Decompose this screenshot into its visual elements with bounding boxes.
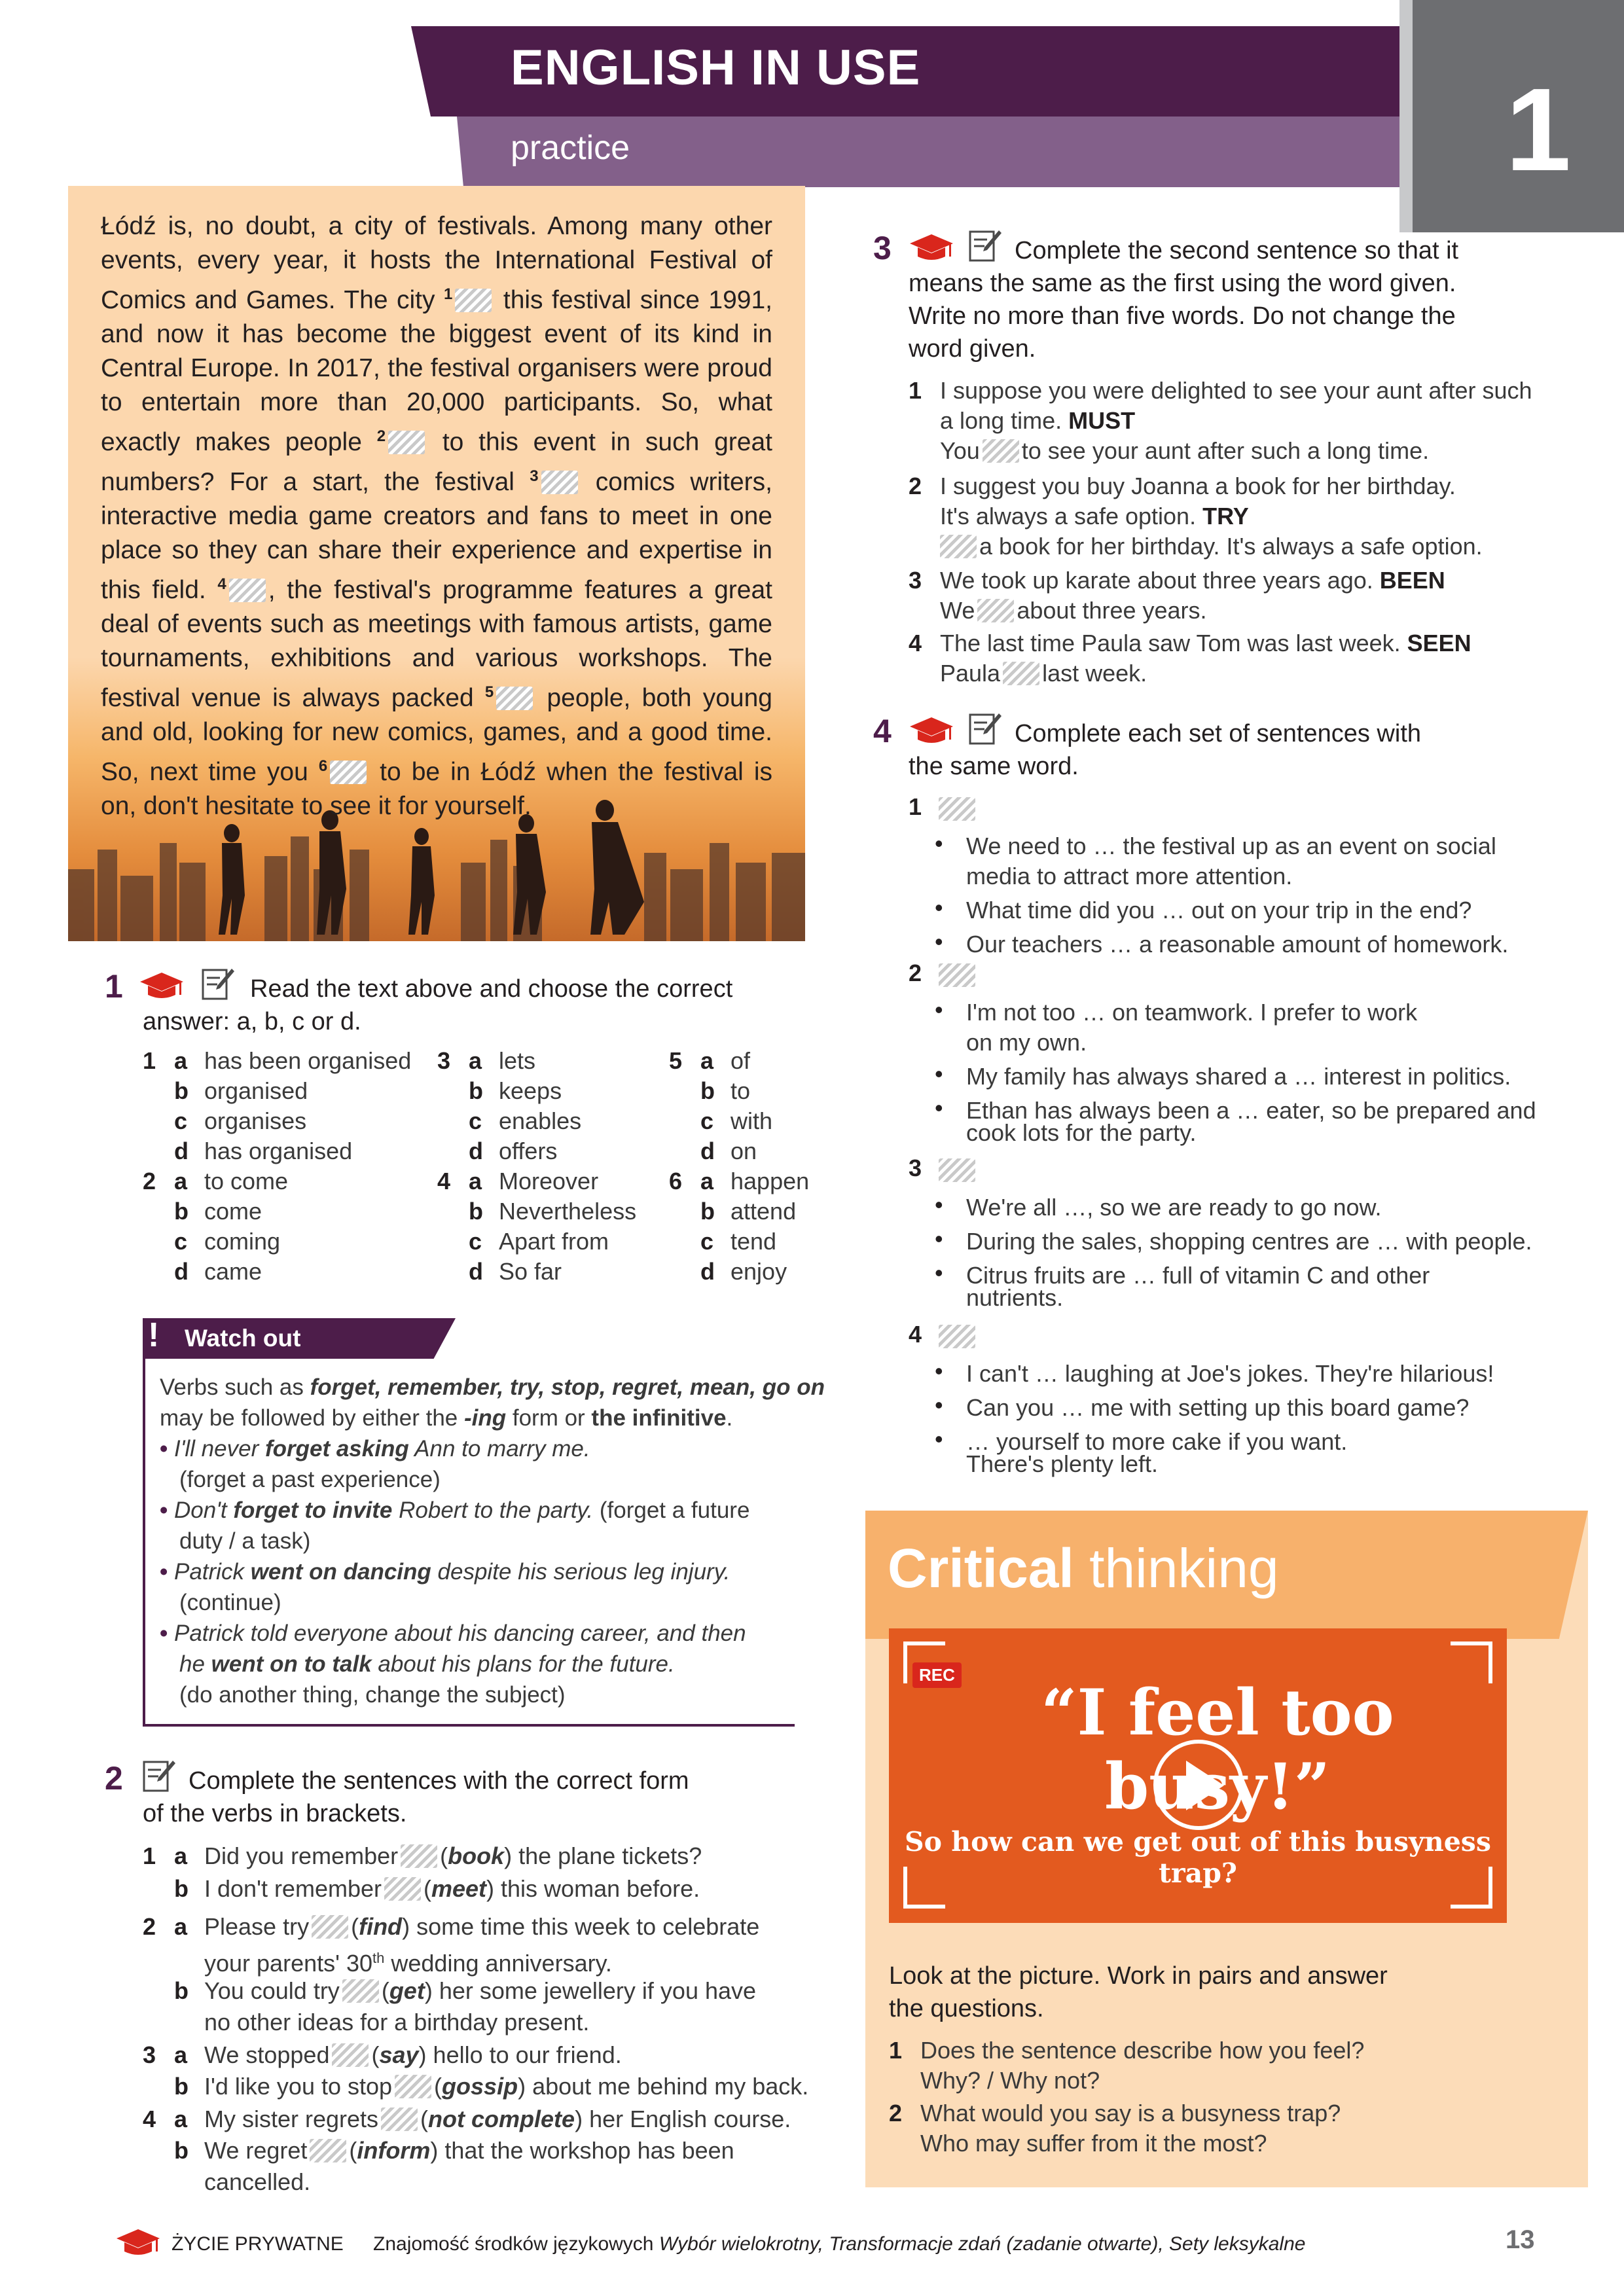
set-sentence: Ethan has always been a … eater, so be prepared and xyxy=(966,1097,1536,1124)
bullet: • xyxy=(935,1259,943,1286)
answer-option[interactable]: b attend xyxy=(700,1198,797,1225)
bullet: • xyxy=(935,1357,943,1384)
set-sentence: We're all …, so we are ready to go now. xyxy=(966,1194,1382,1221)
watch-out-note: (continue) xyxy=(179,1590,281,1615)
page-title: ENGLISH IN USE xyxy=(511,40,921,96)
exercise-number: 1 xyxy=(105,968,123,1005)
transformed-sentence: We about three years. xyxy=(940,597,1207,624)
set-sentence: I'm not too … on teamwork. I prefer to work xyxy=(966,999,1418,1026)
watch-out-example: • Don't forget to invite Robert to the party. (forget a future xyxy=(160,1498,750,1523)
set-sentence: … yourself to more cake if you want. xyxy=(966,1428,1348,1455)
page-number: 13 xyxy=(1506,2225,1535,2254)
watch-out-title: Watch out xyxy=(185,1325,301,1352)
item-number: 3 xyxy=(909,567,922,594)
original-sentence: a long time. MUST xyxy=(940,407,1136,434)
answer-gap[interactable] xyxy=(939,797,975,821)
answer-option[interactable]: 2 a to come xyxy=(143,1168,289,1194)
graduation-cap-icon xyxy=(115,2228,161,2257)
bullet: • xyxy=(935,1391,943,1418)
bullet: • xyxy=(935,830,943,857)
answer-option[interactable]: c tend xyxy=(700,1228,777,1255)
writing-icon xyxy=(200,966,236,1001)
exercise-sentence: 3 a We stopped (say) hello to our friend. xyxy=(143,2041,622,2068)
writing-icon xyxy=(967,711,1003,746)
answer-option[interactable]: c coming xyxy=(174,1228,281,1255)
bullet: • xyxy=(935,928,943,955)
video-quote: “I feel too busy!” xyxy=(1041,1676,1394,1823)
bullet: • xyxy=(935,894,943,921)
bullet: • xyxy=(935,1426,943,1452)
sentence-continuation: cancelled. xyxy=(204,2168,311,2195)
answer-gap[interactable] xyxy=(330,761,367,784)
set-sentence: I can't … laughing at Joe's jokes. They're hilarious! xyxy=(966,1360,1494,1387)
watch-out-text: Verbs such as forget, remember, try, stop, regret, mean, go on xyxy=(160,1374,825,1400)
graduation-cap-icon xyxy=(909,233,954,262)
exercise-instruction: Read the text above and choose the correct xyxy=(250,975,733,1003)
answer-option[interactable]: 3 a lets xyxy=(437,1047,536,1074)
answer-gap[interactable] xyxy=(983,439,1019,463)
writing-icon xyxy=(141,1758,177,1793)
answer-gap[interactable] xyxy=(384,1877,421,1901)
answer-gap[interactable] xyxy=(541,471,578,494)
reading-passage xyxy=(68,186,805,941)
set-sentence: What time did you … out on your trip in the end? xyxy=(966,897,1472,924)
exercise-number: 3 xyxy=(873,230,892,266)
answer-gap[interactable] xyxy=(381,2108,418,2131)
answer-gap[interactable] xyxy=(939,963,975,987)
exercise-instruction: Complete the sentences with the correct form xyxy=(189,1767,689,1795)
answer-gap[interactable] xyxy=(312,1915,348,1939)
exercise-sentence: 2 a Please try (find) some time this week to celebrate xyxy=(143,1913,760,1940)
set-sentence: Citrus fruits are … full of vitamin C and other xyxy=(966,1262,1430,1289)
watch-out-example: • Patrick told everyone about his dancing career, and then xyxy=(160,1621,746,1646)
set-number: 1 xyxy=(909,793,922,820)
exercise-sentence: b You could try (get) her some jewellery if you have xyxy=(174,1977,757,2004)
set-sentence: media to attract more attention. xyxy=(966,863,1293,889)
set-number: 3 xyxy=(909,1155,922,1181)
answer-option[interactable]: c organises xyxy=(174,1107,307,1134)
answer-option[interactable]: b to xyxy=(700,1077,751,1104)
writing-icon xyxy=(967,228,1003,263)
set-sentence: My family has always shared a … interest in politics. xyxy=(966,1063,1511,1090)
exercise-sentence: b We regret (inform) that the workshop has been xyxy=(174,2137,734,2164)
watch-out-text: may be followed by either the -ing form or the infinitive. xyxy=(160,1405,733,1431)
rec-badge: REC xyxy=(912,1662,962,1688)
video-subtitle: So how can we get out of this busyness trap? xyxy=(905,1826,1491,1889)
set-number: 4 xyxy=(909,1321,922,1348)
exercise-instruction: of the verbs in brackets. xyxy=(143,1800,407,1827)
bullet: • xyxy=(935,996,943,1023)
question: What would you say is a busyness trap? xyxy=(920,2100,1341,2126)
answer-option[interactable]: d offers xyxy=(469,1138,558,1164)
exercise-number: 2 xyxy=(105,1760,123,1797)
exercise-instruction: answer: a, b, c or d. xyxy=(143,1008,361,1035)
answer-option[interactable]: 6 a happen xyxy=(669,1168,810,1194)
exercise-sentence: b I'd like you to stop (gossip) about me behind my back. xyxy=(174,2073,809,2100)
original-sentence: The last time Paula saw Tom was last week. SEEN xyxy=(940,630,1471,656)
set-sentence: nutrients. xyxy=(966,1284,1064,1311)
set-sentence: Our teachers … a reasonable amount of homework. xyxy=(966,931,1509,958)
answer-option[interactable]: c enables xyxy=(469,1107,582,1134)
question-number: 1 xyxy=(889,2037,903,2064)
answer-option[interactable]: d enjoy xyxy=(700,1258,787,1285)
question: Why? / Why not? xyxy=(920,2067,1100,2094)
graduation-cap-icon xyxy=(139,971,185,1000)
watch-out-example: he went on to talk about his plans for the future. xyxy=(179,1651,675,1677)
answer-gap[interactable] xyxy=(939,1158,975,1182)
answer-option[interactable]: b Nevertheless xyxy=(469,1198,637,1225)
page-subtitle: practice xyxy=(511,129,630,167)
set-sentence: Can you … me with setting up this board game? xyxy=(966,1394,1470,1421)
answer-gap[interactable] xyxy=(401,1844,437,1868)
footer-section: ŻYCIE PRYWATNE xyxy=(171,2233,344,2255)
answer-gap[interactable] xyxy=(332,2043,369,2067)
answer-gap[interactable] xyxy=(455,289,492,312)
watch-out-example: • I'll never forget asking Ann to marry me. xyxy=(160,1436,590,1462)
exercise-sentence: 1 a Did you remember (book) the plane tickets? xyxy=(143,1842,702,1869)
graduation-cap-icon xyxy=(909,716,954,745)
original-sentence: I suppose you were delighted to see your aunt after such xyxy=(940,377,1532,404)
critical-thinking-instruction: the questions. xyxy=(889,1995,1044,2022)
set-sentence: on my own. xyxy=(966,1029,1087,1056)
watch-out-note: (do another thing, change the subject) xyxy=(179,1682,566,1708)
answer-option[interactable]: 5 a of xyxy=(669,1047,751,1074)
item-number: 4 xyxy=(909,630,922,656)
answer-option[interactable]: d So far xyxy=(469,1258,562,1285)
exercise-instruction: word given. xyxy=(909,335,1036,363)
answer-gap[interactable] xyxy=(1003,662,1039,685)
question: Does the sentence describe how you feel? xyxy=(920,2037,1365,2064)
exercise-sentence: b I don't remember (meet) this woman before. xyxy=(174,1875,700,1902)
item-number: 2 xyxy=(909,473,922,499)
exclamation-icon: ! xyxy=(148,1316,160,1354)
answer-option[interactable]: b come xyxy=(174,1198,262,1225)
answer-gap[interactable] xyxy=(940,535,977,558)
answer-option[interactable]: d on xyxy=(700,1138,757,1164)
bullet: • xyxy=(935,1060,943,1087)
critical-thinking-instruction: Look at the picture. Work in pairs and answer xyxy=(889,1962,1388,1990)
critical-thinking-title: Critical thinking xyxy=(888,1537,1279,1599)
answer-option[interactable]: c with xyxy=(700,1107,773,1134)
unit-number: 1 xyxy=(1506,64,1572,196)
set-sentence: cook lots for the party. xyxy=(966,1119,1197,1146)
answer-option[interactable]: 4 a Moreover xyxy=(437,1168,599,1194)
sentence-continuation: no other ideas for a birthday present. xyxy=(204,2009,590,2036)
exercise-instruction: the same word. xyxy=(909,753,1079,780)
answer-gap[interactable] xyxy=(342,1979,379,2003)
bullet: • xyxy=(935,1191,943,1218)
answer-gap[interactable] xyxy=(977,599,1014,622)
exercise-number: 4 xyxy=(873,713,892,749)
question-number: 2 xyxy=(889,2100,903,2126)
bullet: • xyxy=(935,1225,943,1252)
exercise-instruction: means the same as the first using the word given. xyxy=(909,270,1456,297)
answer-option[interactable]: c Apart from xyxy=(469,1228,609,1255)
sentence-continuation: your parents' 30th wedding anniversary. xyxy=(204,1950,612,1977)
answer-gap[interactable] xyxy=(310,2139,346,2162)
transformed-sentence: a book for her birthday. It's always a safe option. xyxy=(940,531,1483,562)
transformed-sentence: You to see your aunt after such a long time. xyxy=(940,437,1430,464)
set-number: 2 xyxy=(909,960,922,986)
set-sentence: During the sales, shopping centres are … with people. xyxy=(966,1228,1532,1255)
transformed-sentence: Paula last week. xyxy=(940,660,1147,687)
exercise-instruction: Write no more than five words. Do not change the xyxy=(909,302,1456,330)
answer-option[interactable]: b organised xyxy=(174,1077,308,1104)
answer-gap[interactable] xyxy=(395,2075,431,2098)
play-icon[interactable] xyxy=(1186,1761,1224,1810)
set-sentence: There's plenty left. xyxy=(966,1450,1159,1477)
answer-gap[interactable] xyxy=(229,579,266,602)
original-sentence: I suggest you buy Joanna a book for her birthday. xyxy=(940,473,1456,499)
answer-gap[interactable] xyxy=(496,687,533,710)
exercise-sentence: 4 a My sister regrets (not complete) her English course. xyxy=(143,2106,791,2132)
original-sentence: It's always a safe option. TRY xyxy=(940,503,1249,529)
exercise-instruction: Complete the second sentence so that it xyxy=(1015,237,1459,264)
set-sentence: We need to … the festival up as an event on social xyxy=(966,833,1496,859)
question: Who may suffer from it the most? xyxy=(920,2130,1267,2157)
footer-description: Znajomość środków językowych Wybór wielokrotny, Transformacje zdań (zadanie otwarte), Sety leksykalne xyxy=(373,2233,1306,2255)
original-sentence: We took up karate about three years ago. BEEN xyxy=(940,567,1445,594)
passage-text: Łódź is, no doubt, a city of festivals. Among many other events, every year, it hosts the International Festival of Comics and Games. The city $^1$ this festival since 1991, and now it has become the biggest event of its kind in Central Europe. In 2017, the festival organisers were proud to entertain more than 20,000 participants. So, what exactly makes people $^2$ to this event in such great numbers? For a start, the festival $^3$ comics writers, interactive media game creators and fans to meet in one place so they can share their experience and expertise in this field. $^4$ , the festival's programme features a great deal of events such as meetings with famous artists, game tournaments, exhibitions and various workshops. The festival venue is always packed $^5$ people, both young and old, looking for new comics, games, and a good time. So, next time you $^6$ to be in Łódź when the festival is on, don't hesitate to see it for yourself. xyxy=(101,212,772,820)
exercise-instruction: Complete each set of sentences with xyxy=(1015,720,1422,747)
watch-out-note: duty / a task) xyxy=(179,1528,311,1554)
answer-option[interactable]: d came xyxy=(174,1258,262,1285)
item-number: 1 xyxy=(909,377,922,404)
answer-gap[interactable] xyxy=(939,1325,975,1348)
watch-out-note: (forget a past experience) xyxy=(179,1467,441,1492)
watch-out-example: • Patrick went on dancing despite his serious leg injury. xyxy=(160,1559,731,1585)
answer-option[interactable]: b keeps xyxy=(469,1077,562,1104)
answer-option[interactable]: 1 a has been organised xyxy=(143,1047,412,1074)
bullet: • xyxy=(935,1094,943,1121)
answer-gap[interactable] xyxy=(388,431,425,454)
answer-option[interactable]: d has organised xyxy=(174,1138,353,1164)
